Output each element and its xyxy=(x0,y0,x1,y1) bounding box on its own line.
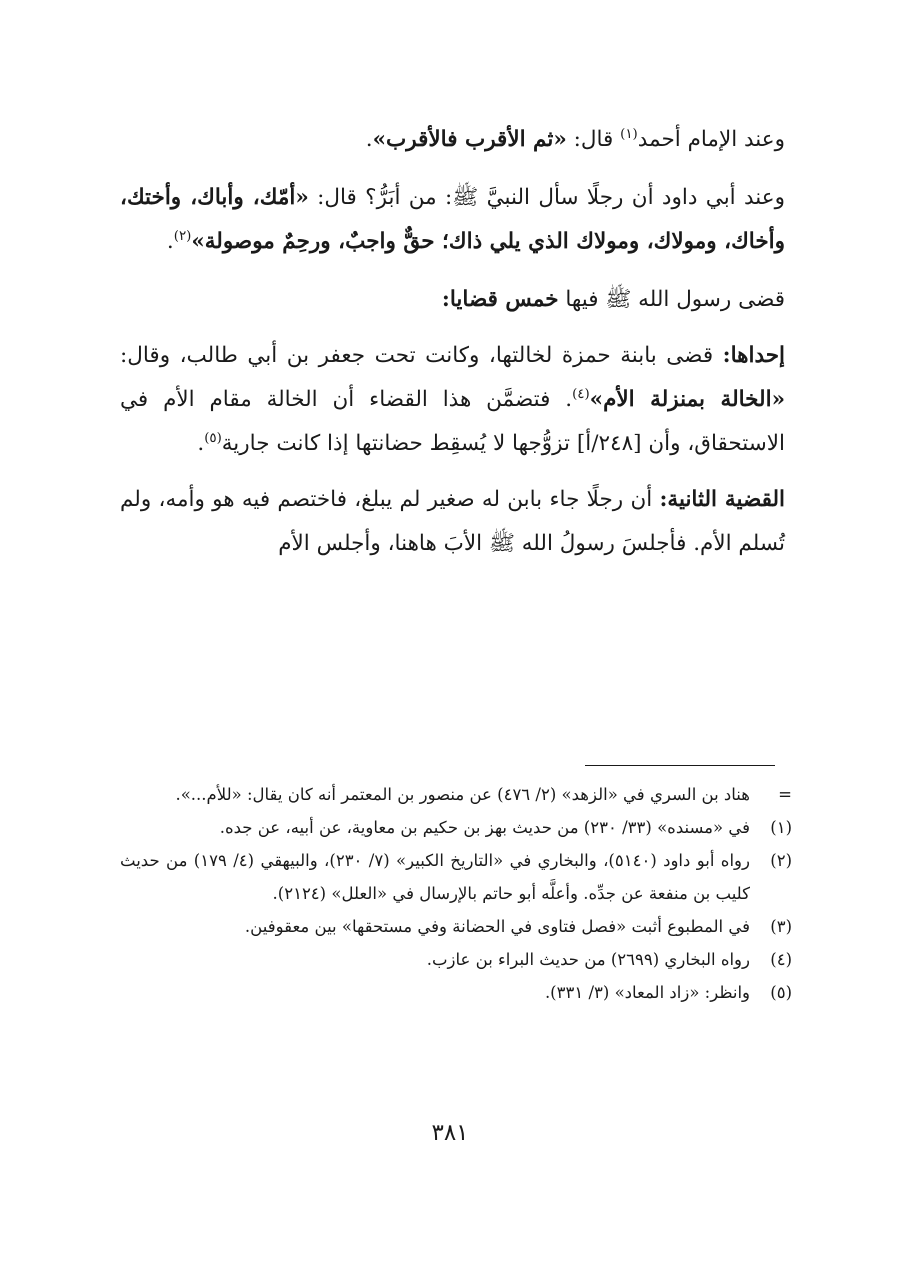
ruling-label: القضية الثانية: xyxy=(659,487,785,512)
footnote-marker: (٢) xyxy=(770,851,792,870)
footnote-ref-4: (٤) xyxy=(572,386,590,402)
footnote-marker: = xyxy=(778,785,792,804)
paragraph-second-ruling: القضية الثانية: أن رجلًا جاء بابن له صغير لم يبلغ، فاختصم فيه هو وأمه، ولم تُسلم الأم. فأجلسَ رسولُ الله ﷺ الأبَ هاهنا، وأجلس الأم xyxy=(120,487,785,556)
footnote-ref-1: (١) xyxy=(620,126,638,142)
hadith-quote: «أمّك، وأباك، وأختك، وأخاك، ومولاك، ومولاك الذي يلي ذاك؛ حقٌّ واجبٌ، ورحِمٌ موصولة» xyxy=(120,185,785,254)
paragraph-abu-dawud: وعند أبي داود أن رجلًا سأل النبيَّ ﷺ: من أبَرُّ؟ قال: «أمّك، وأباك، وأختك، وأخاك، ومولاك، ومولاك الذي يلي ذاك؛ حقٌّ واجبٌ، ورحِمٌ موصولة»$^{(٢)}$. xyxy=(120,185,786,254)
page-number: ٣٨١ xyxy=(431,1120,469,1146)
footnote-ref-5: (٥) xyxy=(204,430,222,446)
paragraph-first-ruling: إحداها: قضى بابنة حمزة لخالتها، وكانت تحت جعفر بن أبي طالب، وقال: «الخالة بمنزلة الأم»$^{(٤)}$. فتضمَّن هذا القضاء أن الخالة مقام الأم في الاستحقاق، وأن [٢٤٨/أ] تزوُّجها لا يُسقِط حضانتها إذا كانت جارية$^{(٥)}$. xyxy=(120,343,786,456)
footnote-2: (٢) رواه أبو داود (٥١٤٠)، والبخاري في «التاريخ الكبير» (٧/ ٢٣٠)، والبيهقي (٤/ ١٧٩) من حديث كليب بن منفعة عن جدِّه. وأعلَّه أبو حاتم بالإرسال في «العلل» (٢١٢٤). xyxy=(120,844,792,910)
ruling-label: إحداها: xyxy=(722,343,785,368)
footnote-marker: (٥) xyxy=(770,983,792,1002)
footnote-ref-2: (٢) xyxy=(173,228,192,244)
footnote-4: (٤) رواه البخاري (٢٦٩٩) من حديث البراء بن عازب. xyxy=(120,943,792,976)
footnote-marker: (٤) xyxy=(770,950,792,969)
footnotes xyxy=(120,778,792,1009)
main-text xyxy=(120,118,785,578)
hadith-quote: «ثم الأقرب فالأقرب» xyxy=(372,127,567,152)
footnote-marker: (٣) xyxy=(770,917,792,936)
footnote-5: (٥) وانظر: «زاد المعاد» (٣/ ٣٣١). xyxy=(120,976,792,1009)
footnote-marker: (١) xyxy=(770,818,792,837)
footnote-1: (١) في «مسنده» (٣٣/ ٢٣٠) من حديث بهز بن حكيم بن معاوية، عن أبيه، عن جده. xyxy=(120,811,792,844)
paragraph-ahmad: وعند الإمام أحمد$^{(١)}$ قال: «ثم الأقرب فالأقرب». xyxy=(365,126,785,152)
hadith-quote: «الخالة بمنزلة الأم» xyxy=(589,387,786,412)
paragraph-five-rulings: قضى رسول الله ﷺ فيها خمس قضايا: xyxy=(441,287,785,312)
footnote-continued: = هناد بن السري في «الزهد» (٢/ ٤٧٦) عن منصور بن المعتمر أنه كان يقال: «للأم...». xyxy=(120,778,792,811)
footnote-separator xyxy=(585,765,775,766)
footnote-3: (٣) في المطبوع أثبت «فصل فتاوى في الحضانة وفي مستحقها» بين معقوفين. xyxy=(120,910,792,943)
